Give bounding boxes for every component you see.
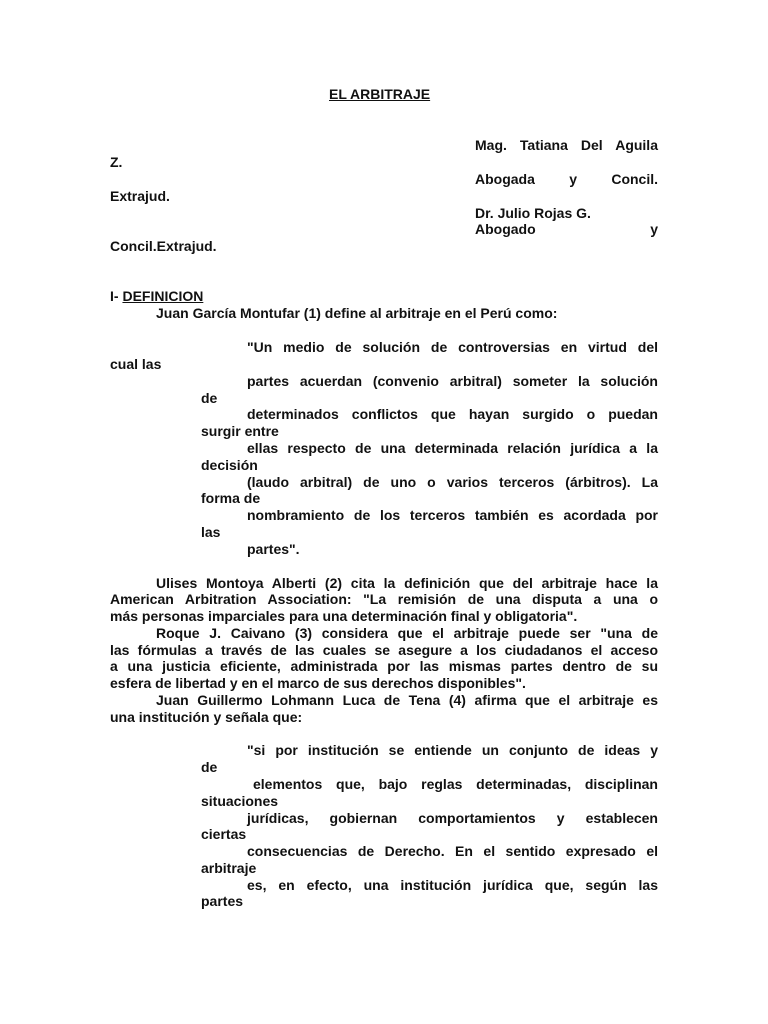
document-title: EL ARBITRAJE [329,86,431,102]
section-intro: Juan García Montufar (1) define al arbitraje en el Perú como: [156,305,558,321]
author-1-role-continued: Extrajud. [110,188,170,204]
quote-1-line: (laudo arbitral) de uno o varios terceros (árbitros). La [247,474,658,490]
author-1-role: Abogada y Concil. [475,171,658,187]
paragraph-2-line: a una justicia eficiente, administrada por las mismas partes dentro de su [110,658,658,674]
quote-1-line: determinados conflictos que hayan surgido o puedan [247,406,658,422]
quote-2-wrap: arbitraje [201,860,257,876]
paragraph-2-line: Roque J. Caivano (3) considera que el arbitraje puede ser "una de [156,625,658,641]
section-title: DEFINICION [122,288,204,304]
quote-2-wrap: de [201,759,218,775]
quote-2-line: jurídicas, gobiernan comportamientos y establecen [247,810,658,826]
quote-1-line: partes". [247,541,300,557]
quote-2-line: elementos que, bajo reglas determinadas, disciplinan [253,776,658,792]
paragraph-1-line: American Arbitration Association: "La remisión de una disputa a una o [110,591,658,607]
quote-2-wrap: partes [201,893,244,909]
author-2-role-continued: Concil.Extrajud. [110,238,217,254]
paragraph-3-line: Juan Guillermo Lohmann Luca de Tena (4) afirma que el arbitraje es [156,692,658,708]
quote-1-wrap: surgir entre [201,423,279,439]
quote-1-wrap: las [201,524,221,540]
quote-1-line: partes acuerdan (convenio arbitral) someter la solución [247,373,658,389]
quote-1-line: ellas respecto de una determinada relación jurídica a la [247,440,658,456]
quote-2-wrap: situaciones [201,793,279,809]
section-number: I- [110,288,119,304]
quote-2-line: "si por institución se entiende un conjunto de ideas y [247,742,658,758]
paragraph-2-line: esfera de libertad y en el marco de sus derechos disponibles". [110,675,526,691]
quote-2-line: consecuencias de Derecho. En el sentido expresado el [247,843,658,859]
quote-1-wrap: cual las [110,356,162,372]
quote-1-line: "Un medio de solución de controversias en virtud del [247,339,658,355]
quote-1-line: nombramiento de los terceros también es acordada por [247,507,658,523]
quote-1-wrap: forma de [201,490,261,506]
paragraph-3-line: una institución y señala que: [110,709,303,725]
paragraph-1-line: más personas imparciales para una determinación final y obligatoria". [110,608,578,624]
paragraph-2-line: las fórmulas a través de las cuales se asegure a los ciudadanos el acceso [110,642,658,658]
quote-2-line: es, en efecto, una institución jurídica que, según las [247,877,658,893]
author-1-name: Mag. Tatiana Del Aguila [475,137,658,153]
author-1-name-continued: Z. [110,154,123,170]
quote-1-wrap: de [201,390,218,406]
quote-2-wrap: ciertas [201,826,247,842]
author-2-role: Abogado y [475,221,658,237]
quote-1-wrap: decisión [201,457,258,473]
author-2-name: Dr. Julio Rojas G. [475,205,591,221]
section-heading [110,288,203,305]
paragraph-1-line: Ulises Montoya Alberti (2) cita la definición que del arbitraje hace la [156,575,658,591]
